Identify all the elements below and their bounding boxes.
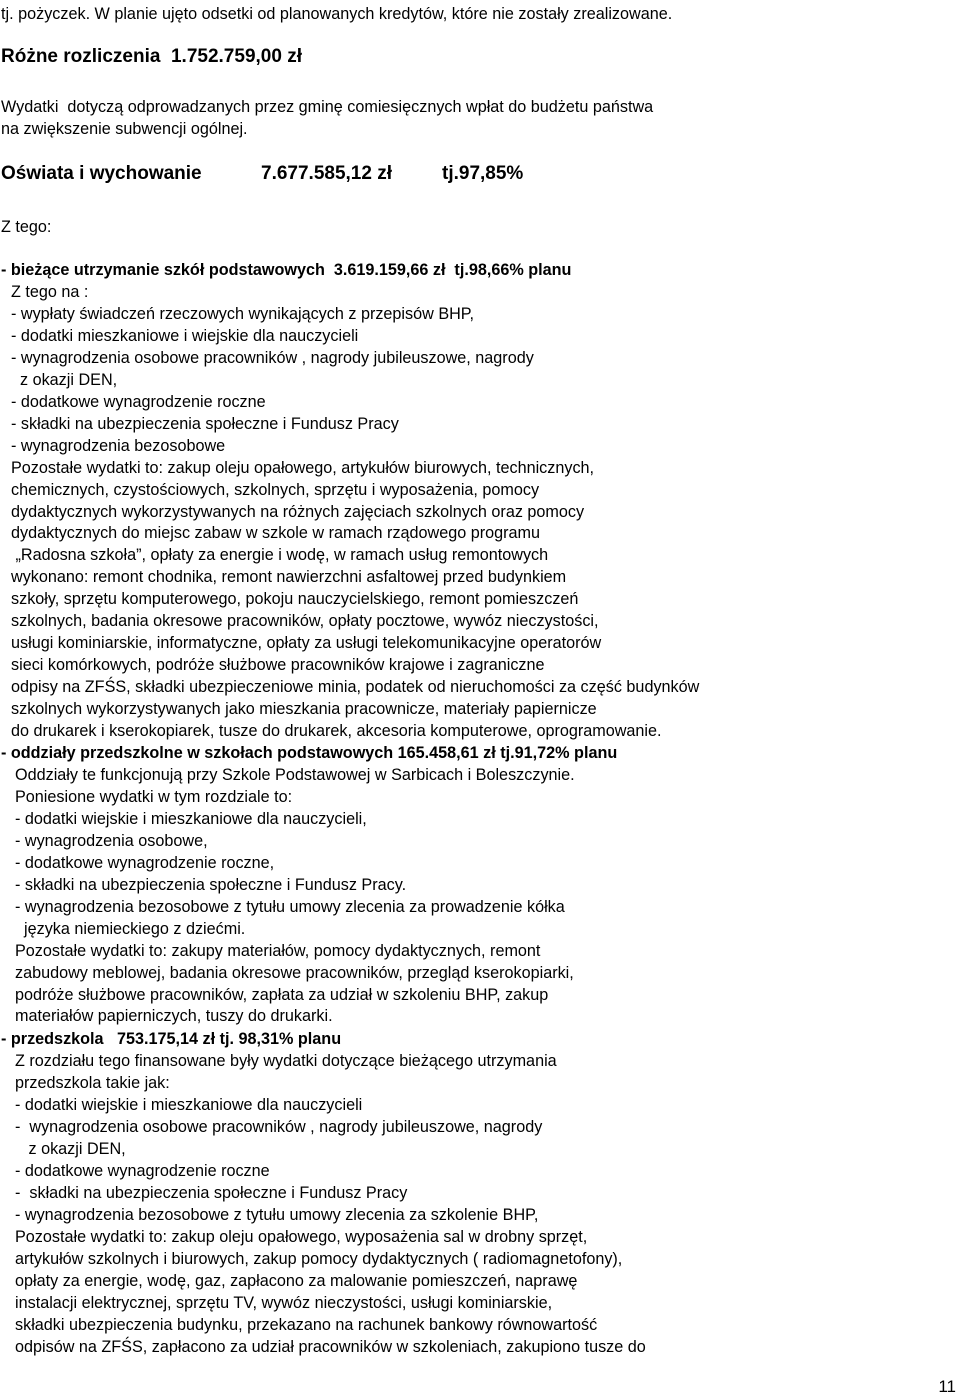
przedszkola-body-line: opłaty za energie, wodę, gaz, zapłacono za malowanie pomieszczeń, naprawę — [15, 1272, 578, 1290]
oddzialy-body-line: materiałów papierniczych, tuszy do drukarki. — [15, 1007, 333, 1026]
oddzialy-body-line: zabudowy meblowej, badania okresowe pracowników, przegląd kserokopiarki, — [15, 963, 574, 982]
szkoly-body-line: szkolnych wykorzystywanych jako mieszkania pracownicze, materiały papiernicze — [11, 700, 597, 719]
oddzialy-body-line: Poniesione wydatki w tym rozdziale to: — [15, 787, 293, 806]
przedszkola-body-line: instalacji elektrycznej, sprzętu TV, wywóz nieczystości, usługi kominiarskie, — [15, 1294, 553, 1312]
przedszkola-body-line: odpisów na ZFŚS, zapłacono za udział pracowników w szkoleniach, zakupiono tusze do — [15, 1338, 646, 1356]
szkoly-body-line: - dodatki mieszkaniowe i wiejskie dla nauczycieli — [11, 326, 359, 345]
section-heading-oswiata-name: Oświata i wychowanie — [1, 163, 202, 184]
oddzialy-body-line: podróże służbowe pracowników, zapłata za udział w szkoleniu BHP, zakup — [15, 985, 549, 1004]
rozne-description-line-2: na zwiększenie subwencji ogólnej. — [1, 120, 248, 138]
oswiata-z-tego-label: Z tego: — [1, 218, 52, 236]
przedszkola-body-line: składki ubezpieczenia budynku, przekazano na rachunek bankowy równowartość — [15, 1316, 598, 1334]
szkoly-body-line: - składki na ubezpieczenia społeczne i Fundusz Pracy — [11, 414, 399, 433]
przedszkola-body-line: - wynagrodzenia bezosobowe z tytułu umowy zlecenia za szkolenie BHP, — [15, 1206, 539, 1224]
szkoly-body-line: odpisy na ZFŚS, składki ubezpieczeniowe minia, podatek od nieruchomości za część budynków — [11, 678, 700, 697]
przedszkola-body-line: - wynagrodzenia osobowe pracowników , nagrody jubileuszowe, nagrody — [15, 1118, 543, 1136]
przedszkola-body-line: - dodatki wiejskie i mieszkaniowe dla nauczycieli — [15, 1096, 363, 1114]
szkoly-body-line: „Radosna szkoła”, opłaty za energie i wodę, w ramach usług remontowych — [11, 546, 549, 565]
szkoly-body-line: chemicznych, czystościowych, szkolnych, sprzętu i wyposażenia, pomocy — [11, 480, 540, 499]
szkoly-body-line: usługi kominiarskie, informatyczne, opłaty za usługi telekomunikacyjne operatorów — [11, 634, 602, 653]
oddzialy-body-line: Oddziały te funkcjonują przy Szkole Podstawowej w Sarbicach i Boleszczynie. — [15, 766, 575, 784]
szkoly-body-line: dydaktycznych wykorzystywanych na różnych zajęciach szkolnych oraz pomocy — [11, 502, 585, 521]
przedszkola-body-line: z okazji DEN, — [15, 1140, 126, 1158]
szkoly-body-line: - wynagrodzenia bezosobowe — [11, 436, 226, 455]
oddzialy-body-line: - dodatkowe wynagrodzenie roczne, — [15, 853, 275, 872]
przedszkola-body-line: artykułów szkolnych i biurowych, zakup pomocy dydaktycznych ( radiomagnetofony), — [15, 1250, 623, 1268]
szkoly-body-line: do drukarek i kserokopiarek, tusze do drukarek, akcesoria komputerowe, oprogramowanie. — [11, 722, 662, 740]
przedszkola-body-line: Pozostałe wydatki to: zakup oleju opałowego, wyposażenia sal w drobny sprzęt, — [15, 1228, 588, 1246]
szkoly-body-line: sieci komórkowych, podróże służbowe pracowników krajowe i zagraniczne — [11, 656, 545, 675]
przedszkola-body-line: Z rozdziału tego finansowane były wydatki dotyczące bieżącego utrzymania — [15, 1052, 557, 1070]
przedszkola-body-line: - składki na ubezpieczenia społeczne i Fundusz Pracy — [15, 1184, 408, 1202]
oddzialy-body-line: - składki na ubezpieczenia społeczne i Fundusz Pracy. — [15, 875, 407, 894]
section-heading-rozne-rozliczenia: Różne rozliczenia 1.752.759,00 zł — [1, 46, 302, 67]
oddzialy-body-line: - wynagrodzenia bezosobowe z tytułu umowy zlecenia za prowadzenie kółka — [15, 897, 565, 916]
oddzialy-body-line: - dodatki wiejskie i mieszkaniowe dla nauczycieli, — [15, 809, 367, 828]
szkoly-body-line: szkoły, sprzętu komputerowego, pokoju nauczycielskiego, remont pomieszczeń — [11, 590, 579, 609]
oddzialy-body-line: języka niemieckiego z dziećmi. — [15, 919, 246, 938]
szkoly-body-line: dydaktycznych do miejsc zabaw w szkole w ramach rządowego programu — [11, 524, 541, 543]
oddzialy-body-line: Pozostałe wydatki to: zakupy materiałów, pomocy dydaktycznych, remont — [15, 941, 541, 960]
oddzialy-body-line: - wynagrodzenia osobowe, — [15, 831, 208, 850]
intro-loans-note: tj. pożyczek. W planie ujęto odsetki od planowanych kredytów, które nie zostały zrealizowane. — [1, 5, 673, 23]
rozne-description-line-1: Wydatki dotyczą odprowadzanych przez gminę comiesięcznych wpłat do budżetu państwa — [1, 98, 654, 116]
szkoly-body-line: - wypłaty świadczeń rzeczowych wynikających z przepisów BHP, — [11, 304, 475, 323]
szkoly-body-line: - wynagrodzenia osobowe pracowników , nagrody jubileuszowe, nagrody — [11, 348, 534, 367]
szkoly-body-line: szkolnych, badania okresowe pracowników, opłaty pocztowe, wywóz nieczystości, — [11, 612, 599, 631]
przedszkola-body-line: - dodatkowe wynagrodzenie roczne — [15, 1162, 270, 1180]
szkoly-body-line: z okazji DEN, — [11, 370, 118, 389]
subsection-heading-przedszkola: - przedszkola 753.175,14 zł tj. 98,31% planu — [1, 1030, 342, 1048]
page-number: 11 — [938, 1377, 956, 1396]
przedszkola-body-line: przedszkola takie jak: — [15, 1074, 170, 1092]
szkoly-body-line: Pozostałe wydatki to: zakup oleju opałowego, artykułów biurowych, technicznych, — [11, 458, 595, 477]
szkoly-body-line: Z tego na : — [11, 283, 89, 301]
szkoly-body-line: - dodatkowe wynagrodzenie roczne — [11, 392, 266, 411]
subsection-heading-szkoly-podstawowe: - bieżące utrzymanie szkół podstawowych 3.619.159,66 zł tj.98,66% planu — [1, 261, 572, 279]
section-heading-oswiata-percent: tj.97,85% — [442, 163, 524, 184]
subsection-heading-oddzialy-przedszkolne: - oddziały przedszkolne w szkołach podstawowych 165.458,61 zł tj.91,72% planu — [1, 744, 618, 762]
szkoly-body-line: wykonano: remont chodnika, remont nawierzchni asfaltowej przed budynkiem — [11, 568, 567, 587]
section-heading-oswiata-amount: 7.677.585,12 zł — [261, 163, 392, 184]
